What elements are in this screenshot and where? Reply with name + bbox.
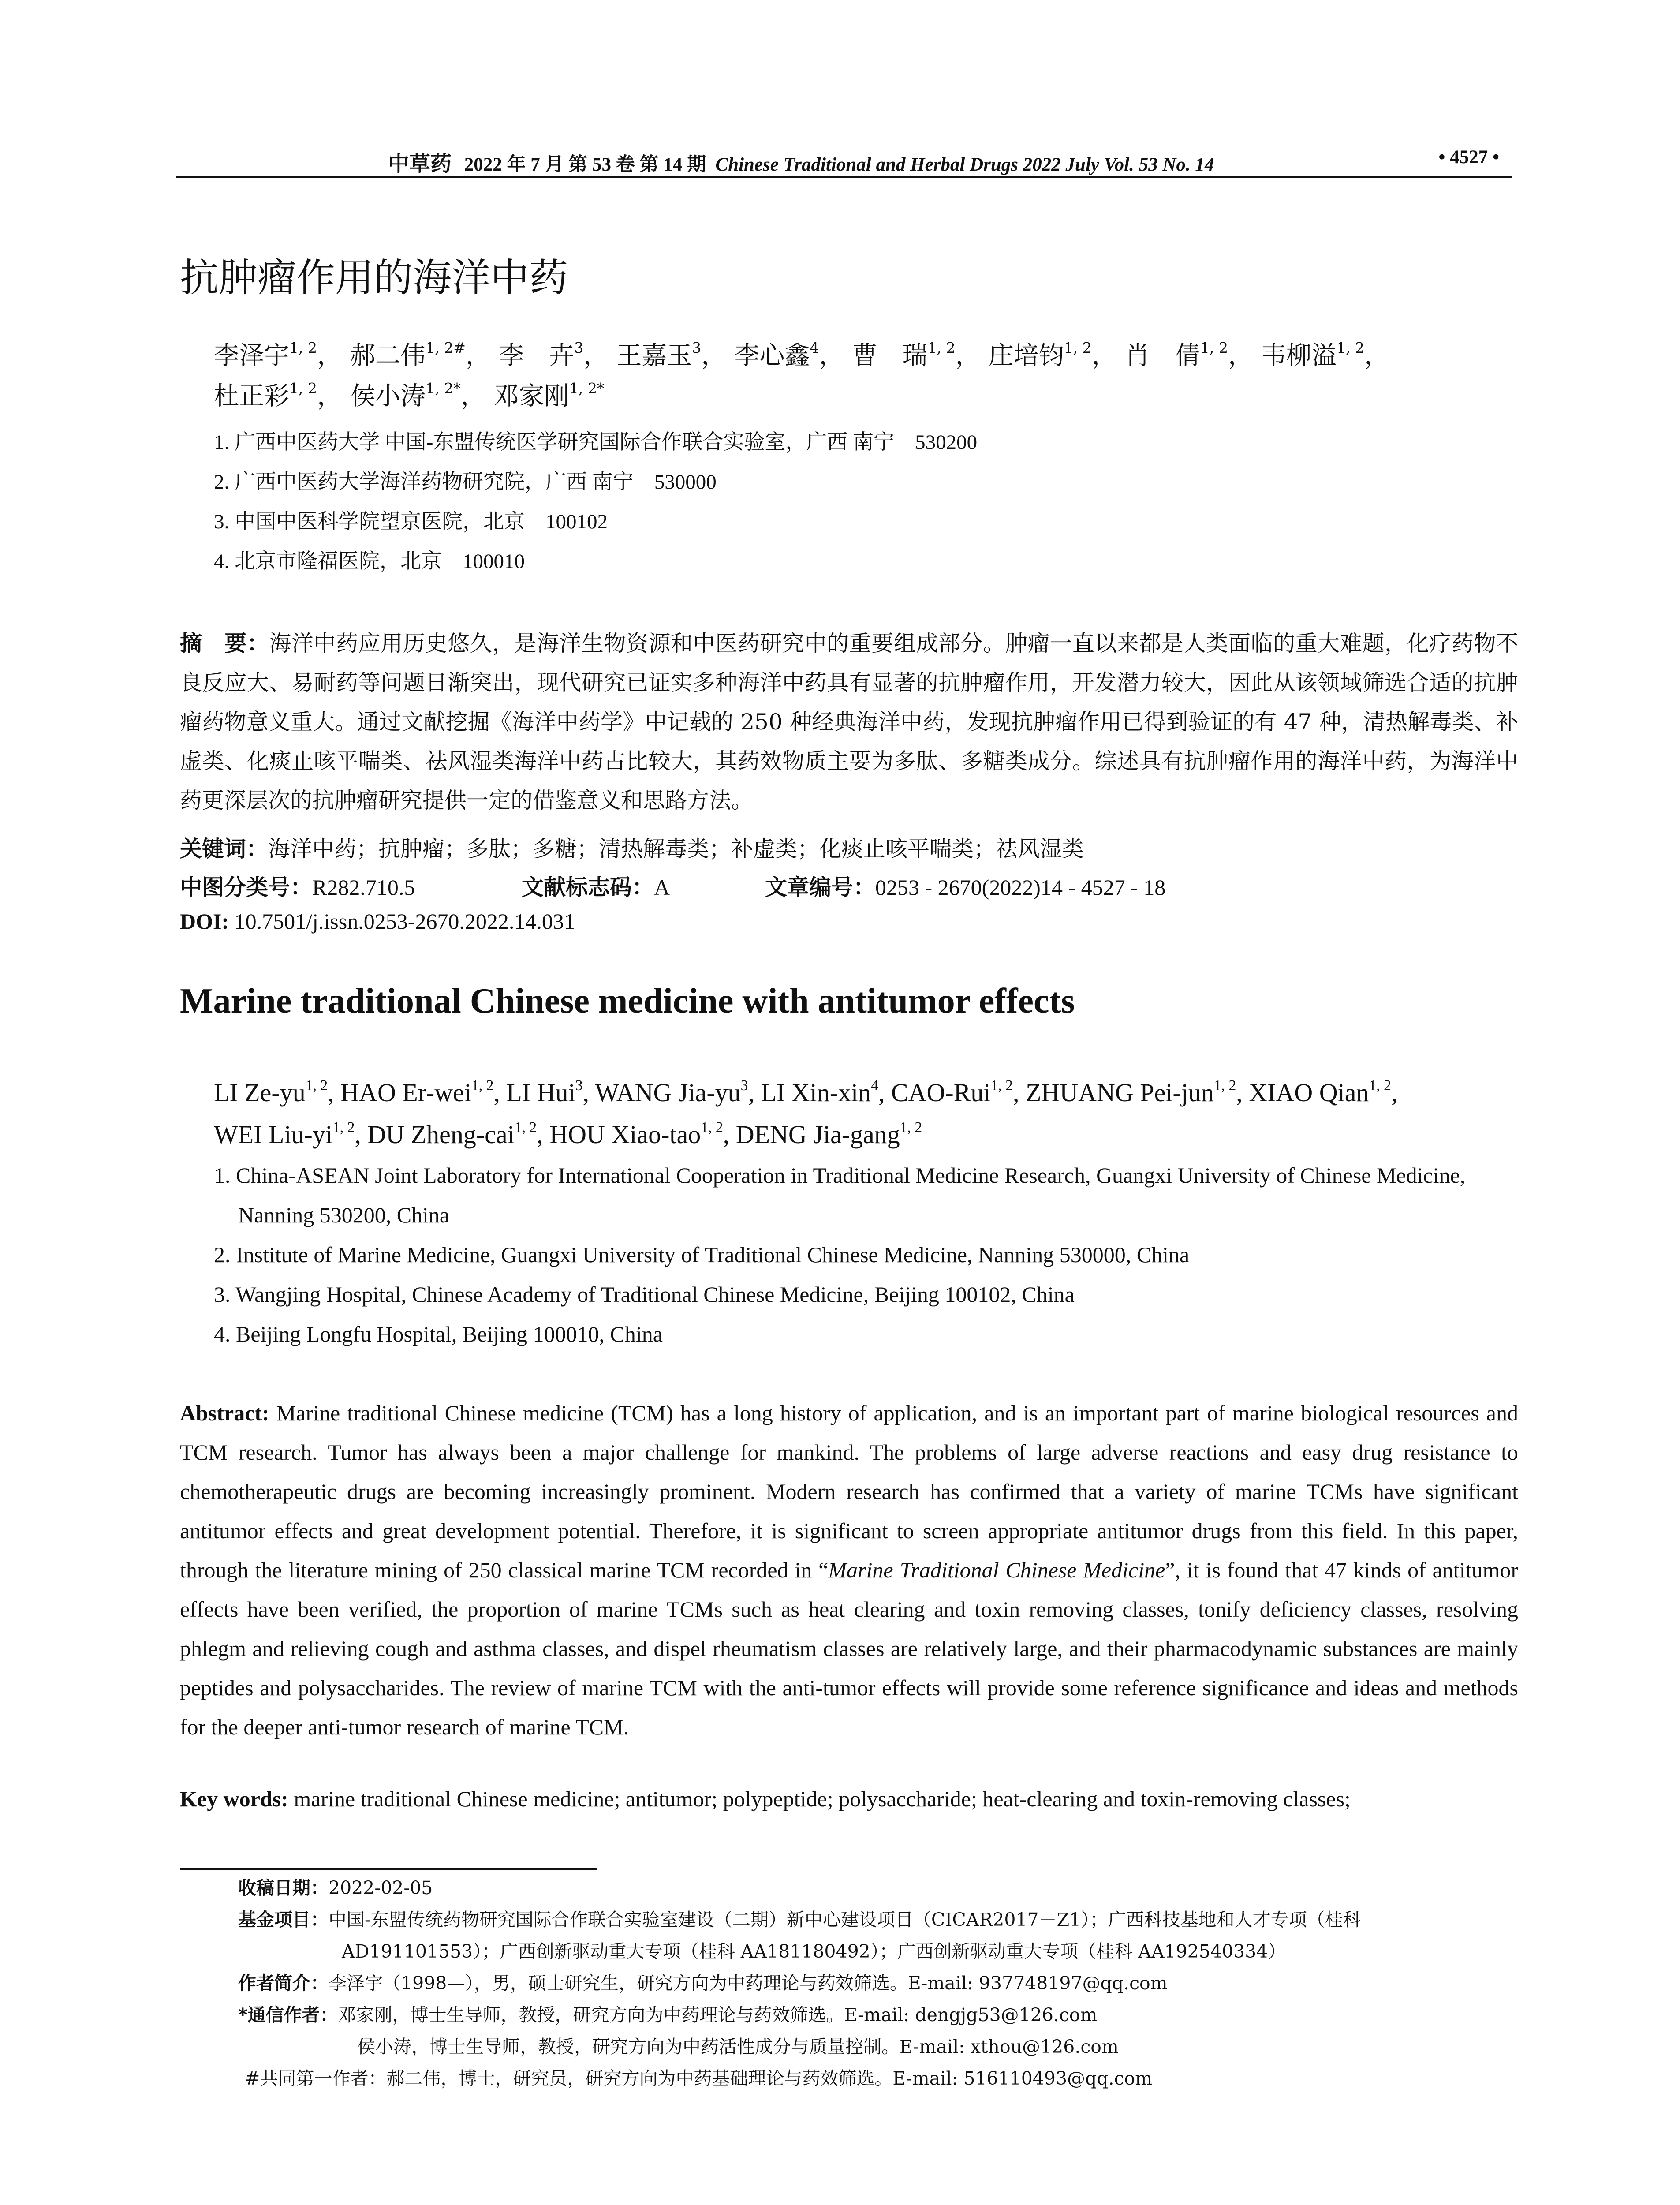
author-cn: 侯小涛$^{1, 2*}$， xyxy=(350,380,486,411)
author-en: LI Hui$^3$, xyxy=(506,1077,595,1107)
authors-en xyxy=(214,1072,1515,1155)
abstract-cn-label: 摘 要： xyxy=(180,631,269,656)
journal-issue-cn: 2022 年 7 月 第 53 卷 第 14 期 xyxy=(464,154,706,175)
fund-line-2: AD191101553）；广西创新驱动重大专项（桂科 AA181180492）；广西创新驱动重大专项（桂科 AA192540334） xyxy=(342,1941,1286,1962)
corresponding-line-1: 邓家刚，博士生导师，教授，研究方向为中药理论与药效筛选。E-mail: dengjg53@126.com xyxy=(338,2004,1098,2026)
fund-project xyxy=(238,1904,1361,1936)
clc-label: 中图分类号： xyxy=(180,875,312,900)
abstract-en-text: Marine traditional Chinese medicine (TCM) has a long history of application, and is an important part of marine biological resources and TCM research. Tumor has always been a major challenge for mankind. The problems of large adverse reactions and easy drug resistance to chemotherapeutic drugs are becoming increasingly prominent. Modern research has confirmed that a variety of marine TCMs have significant antitumor effects and great development potential. Therefore, it is significant to screen appropriate antitumor drugs from this field. In this paper, through the literature mining of 250 classical marine TCM recorded in “ xyxy=(180,1401,1518,1582)
author-bio-value: 李泽宇（1998—），男，硕士研究生，研究方向为中药理论与药效筛选。E-mail: 937748197@qq.com xyxy=(329,1973,1168,1994)
received-date xyxy=(238,1872,433,1904)
author-cn: 李心鑫$^4$， xyxy=(734,339,844,370)
doc-code xyxy=(522,870,670,901)
received-value: 2022-02-05 xyxy=(329,1877,433,1899)
author-en: WANG Jia-$yu^3$, xyxy=(595,1077,761,1107)
keywords-cn-label: 关键词： xyxy=(180,836,268,862)
affiliation-en-1: 1. China-ASEAN Joint Laboratory for International Cooperation in Traditional Medicine Research, Guangxi University of Chinese Medicine, Nanning 530200, China xyxy=(214,1163,1466,1227)
clc-value: R282.710.5 xyxy=(312,875,415,900)
doi-line xyxy=(180,908,575,934)
article-number-label: 文章编号： xyxy=(765,875,875,900)
authors-cn xyxy=(214,335,1515,416)
keywords-en xyxy=(180,1786,1518,1812)
author-cn: 肖 倩$^{1, 2}$， xyxy=(1124,339,1253,370)
author-cn: 李泽宇$^{1, 2}$， xyxy=(214,339,343,370)
doi-label: DOI: xyxy=(180,909,229,934)
author-cn: 王嘉玉$^3$， xyxy=(616,339,727,370)
author-cn: 韦柳溢$^{1, 2}$， xyxy=(1261,339,1390,370)
affiliation-cn-2: 2. 广西中医药大学海洋药物研究院，广西 南宁 530000 xyxy=(214,471,717,493)
fund-line-1: 中国-东盟传统药物研究国际合作联合实验室建设（二期）新中心建设项目（CICAR2017－Z1）；广西科技基地和人才专项（桂科 xyxy=(329,1909,1361,1930)
abstract-cn xyxy=(180,624,1518,820)
corresponding-label: *通信作者： xyxy=(238,2004,338,2026)
corresponding-line-2: 侯小涛，博士生导师，教授，研究方向为中药活性成分与质量控制。E-mail: xthou@126.com xyxy=(357,2036,1119,2057)
abstract-cn-text: 海洋中药应用历史悠久，是海洋生物资源和中医药研究中的重要组成部分。肿瘤一直以来都是人类面临的重大难题，化疗药物不良反应大、易耐药等问题日渐突出，现代研究已证实多种海洋中药具有显著的抗肿瘤作用，开发潜力较大，因此从该领域筛选合适的抗肿瘤药物意义重大。通过文献挖掘《海洋中药学》中记载的 250 种经典海洋中药，发现抗肿瘤作用已得到验证的有 47 种，清热解毒类、补虚类、化痰止咳平喘类、祛风湿类海洋中药占比较大，其药效物质主要为多肽、多糖类成分。综述具有抗肿瘤作用的海洋中药，为海洋中药更深层次的抗肿瘤研究提供一定的借鉴意义和思路方法。 xyxy=(180,631,1518,813)
keywords-en-label: Key words: xyxy=(180,1786,288,1811)
author-en: WEI Liu-yi$^{1, 2}$, xyxy=(214,1119,368,1149)
abstract-en-text-cont: ”, it is found that 47 kinds of antitumor effects have been verified, the proportion of marine TCMs such as heat clearing and toxin removing classes, tonify deficiency classes, resolving phlegm and relieving cough and asthma classes, and dispel rheumatism classes are relatively large, and their pharmacodynamic substances are mainly peptides and polysaccharides. The review of marine TCM with the anti-tumor effects will provide some reference significance and ideas and methods for the deeper anti-tumor research of marine TCM. xyxy=(180,1558,1518,1739)
author-cn: 郝二伟$^{1, 2\#}$， xyxy=(350,339,491,370)
doi-value[interactable]: 10.7501/j.issn.0253-2670.2022.14.031 xyxy=(234,909,575,934)
author-cn: 邓家刚$^{1, 2*}$ xyxy=(493,380,605,411)
article-number-value: 0253 - 2670(2022)14 - 4527 - 18 xyxy=(875,875,1166,900)
doc-code-value: A xyxy=(654,875,670,900)
affiliation-cn-3: 3. 中国中医科学院望京医院，北京 100102 xyxy=(214,510,608,533)
author-cn: 李 卉$^3$， xyxy=(499,339,609,370)
footnote-rule xyxy=(180,1868,597,1870)
author-cn: 庄培钧$^{1, 2}$， xyxy=(988,339,1117,370)
corresponding-author xyxy=(238,1999,1098,2031)
title-cn: 抗肿瘤作用的海洋中药 xyxy=(180,255,568,300)
journal-citation xyxy=(388,146,1214,177)
journal-issue-en: Chinese Traditional and Herbal Drugs 2022 July Vol. 53 No. 14 xyxy=(715,154,1214,175)
author-en: CAO-Rui$^{1, 2}$, xyxy=(891,1077,1026,1107)
abstract-en xyxy=(180,1394,1518,1747)
author-en: XIAO Qian$^{1, 2}$, xyxy=(1249,1077,1398,1107)
co-first-author: #共同第一作者：郝二伟，博士，研究员，研究方向为中药基础理论与药效筛选。E-mail: 516110493@qq.com xyxy=(245,2068,1153,2089)
author-en: HAO Er-wei$^{1, 2}$, xyxy=(340,1077,507,1107)
affiliation-en-3: 3. Wangjing Hospital, Chinese Academy of Traditional Chinese Medicine, Beijing 100102, China xyxy=(214,1282,1075,1307)
affiliation-cn-4: 4. 北京市隆福医院，北京 100010 xyxy=(214,550,525,573)
doc-code-label: 文献标志码： xyxy=(522,875,654,900)
classification-line xyxy=(180,870,415,901)
author-cn: 曹 瑞$^{1, 2}$， xyxy=(852,339,981,370)
page-number: • 4527 • xyxy=(1438,147,1499,168)
author-en: HOU Xiao-tao$^{1, 2}$, xyxy=(549,1119,736,1149)
fund-label: 基金项目： xyxy=(238,1909,329,1930)
running-header xyxy=(176,146,1512,177)
affiliation-en-2: 2. Institute of Marine Medicine, Guangxi University of Traditional Chinese Medicine, Nanning 530000, China xyxy=(214,1242,1190,1267)
journal-logo: 中草药 xyxy=(388,152,452,176)
affiliation-en-4: 4. Beijing Longfu Hospital, Beijing 100010, China xyxy=(214,1322,663,1346)
author-en: LI Xin-xin$^4$, xyxy=(761,1077,891,1107)
article-number xyxy=(765,870,1165,901)
author-en: ZHUANG Pei-jun$^{1, 2}$, xyxy=(1025,1077,1249,1107)
received-label: 收稿日期： xyxy=(238,1877,329,1899)
author-cn: 杜正彩$^{1, 2}$， xyxy=(214,380,343,411)
abstract-en-label: Abstract: xyxy=(180,1401,269,1425)
affiliation-cn-1: 1. 广西中医药大学 中国-东盟传统医学研究国际合作联合实验室，广西 南宁 530200 xyxy=(214,431,978,454)
author-bio xyxy=(238,1967,1168,1999)
keywords-cn-text: 海洋中药；抗肿瘤；多肽；多糖；清热解毒类；补虚类；化痰止咳平喘类；祛风湿类 xyxy=(268,837,1084,861)
header-rule xyxy=(176,176,1512,178)
title-en: Marine traditional Chinese medicine with antitumor effects xyxy=(180,982,1075,1020)
author-en: LI Ze-yu$^{1, 2}$, xyxy=(214,1077,341,1107)
author-bio-label: 作者简介： xyxy=(238,1973,329,1994)
keywords-cn xyxy=(180,831,1084,863)
author-en: DENG Jia-gang$^{1, 2}$ xyxy=(735,1119,922,1149)
abstract-en-book-title: Marine Traditional Chinese Medicine xyxy=(828,1558,1165,1582)
keywords-en-text: marine traditional Chinese medicine; antitumor; polypeptide; polysaccharide; heat-clearing and toxin-removing classes; xyxy=(288,1786,1351,1811)
author-en: DU Zheng-cai$^{1, 2}$, xyxy=(367,1119,550,1149)
